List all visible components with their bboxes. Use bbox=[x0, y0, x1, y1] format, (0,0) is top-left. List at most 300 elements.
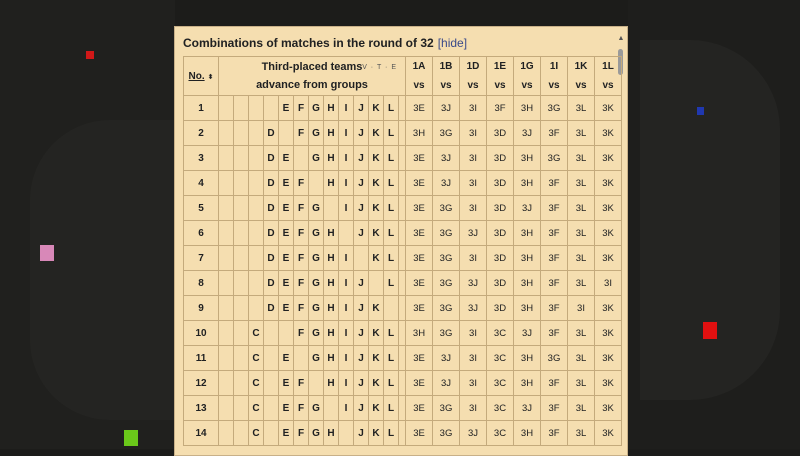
column-header-1e bbox=[487, 57, 514, 96]
matchup-cell: 3E bbox=[406, 396, 433, 421]
matchup-cell: 3H bbox=[514, 371, 541, 396]
group-cell-a bbox=[219, 371, 234, 396]
column-header-vs: vs bbox=[548, 80, 560, 91]
matchup-cell: 3L bbox=[568, 96, 595, 121]
group-cell-g: G bbox=[309, 346, 324, 371]
matchup-cell: 3G bbox=[433, 246, 460, 271]
column-header-vs: vs bbox=[440, 80, 452, 91]
group-cell-k: K bbox=[369, 196, 384, 221]
group-cell-a bbox=[219, 346, 234, 371]
group-cell-d: D bbox=[264, 171, 279, 196]
group-cell-h: H bbox=[324, 121, 339, 146]
matchup-cell: 3L bbox=[568, 196, 595, 221]
group-cell-i: I bbox=[339, 346, 354, 371]
matchup-cell: 3L bbox=[568, 421, 595, 446]
matchup-cell: 3C bbox=[487, 421, 514, 446]
group-cell-j: J bbox=[354, 221, 369, 246]
group-cell-f bbox=[294, 146, 309, 171]
matchup-cell: 3C bbox=[487, 321, 514, 346]
matchup-cell: 3E bbox=[406, 96, 433, 121]
row-number: 4 bbox=[184, 171, 219, 196]
group-cell-j bbox=[354, 246, 369, 271]
matchup-cell: 3F bbox=[487, 96, 514, 121]
matchup-cell: 3H bbox=[514, 246, 541, 271]
group-cell-h: H bbox=[324, 96, 339, 121]
row-number: 11 bbox=[184, 346, 219, 371]
table-row bbox=[184, 146, 622, 171]
matchup-cell: 3J bbox=[460, 296, 487, 321]
matchup-cell: 3J bbox=[433, 146, 460, 171]
matchup-cell: 3K bbox=[595, 221, 622, 246]
matchup-cell: 3F bbox=[541, 421, 568, 446]
group-cell-d bbox=[264, 371, 279, 396]
matchup-cell: 3L bbox=[568, 396, 595, 421]
round-of-32-table-panel bbox=[174, 26, 628, 456]
group-cell-b bbox=[234, 121, 249, 146]
group-cell-l: L bbox=[384, 246, 399, 271]
group-cell-a bbox=[219, 146, 234, 171]
group-cell-a bbox=[219, 271, 234, 296]
matchup-cell: 3F bbox=[541, 296, 568, 321]
column-header-1a bbox=[406, 57, 433, 96]
group-cell-k: K bbox=[369, 246, 384, 271]
table-row bbox=[184, 96, 622, 121]
table-row bbox=[184, 246, 622, 271]
table-row bbox=[184, 421, 622, 446]
group-cell-d: D bbox=[264, 271, 279, 296]
matchup-cell: 3F bbox=[541, 271, 568, 296]
group-cell-l: L bbox=[384, 171, 399, 196]
column-separator bbox=[399, 371, 406, 396]
column-header-1b bbox=[433, 57, 460, 96]
group-cell-l: L bbox=[384, 321, 399, 346]
group-cell-k: K bbox=[369, 421, 384, 446]
column-separator bbox=[399, 321, 406, 346]
group-cell-j: J bbox=[354, 321, 369, 346]
scroll-up-icon[interactable]: ▲ bbox=[617, 35, 625, 42]
group-cell-c bbox=[249, 196, 264, 221]
group-cell-l: L bbox=[384, 346, 399, 371]
group-cell-g: G bbox=[309, 96, 324, 121]
matchup-cell: 3L bbox=[568, 346, 595, 371]
column-header-group: 1E bbox=[493, 61, 507, 72]
third-placed-line1: Third-placed teams bbox=[261, 61, 363, 73]
table-row bbox=[184, 271, 622, 296]
matchup-cell: 3L bbox=[568, 171, 595, 196]
matchup-cell: 3F bbox=[541, 196, 568, 221]
group-cell-b bbox=[234, 146, 249, 171]
blue-marker bbox=[697, 107, 704, 115]
background-arc-right bbox=[640, 40, 780, 400]
group-cell-c bbox=[249, 96, 264, 121]
group-cell-b bbox=[234, 271, 249, 296]
group-cell-d bbox=[264, 96, 279, 121]
group-cell-f: F bbox=[294, 421, 309, 446]
matchup-cell: 3I bbox=[460, 321, 487, 346]
group-cell-c: C bbox=[249, 396, 264, 421]
group-cell-f: F bbox=[294, 271, 309, 296]
matchup-cell: 3L bbox=[568, 221, 595, 246]
group-cell-e: E bbox=[279, 146, 294, 171]
matchup-cell: 3G bbox=[433, 421, 460, 446]
matchup-cell: 3F bbox=[541, 171, 568, 196]
matchup-cell: 3D bbox=[487, 246, 514, 271]
matchup-cell: 3H bbox=[514, 346, 541, 371]
matchup-cell: 3D bbox=[487, 221, 514, 246]
group-cell-c bbox=[249, 171, 264, 196]
matchup-cell: 3I bbox=[460, 96, 487, 121]
matchup-cell: 3L bbox=[568, 321, 595, 346]
group-cell-h: H bbox=[324, 421, 339, 446]
matchup-cell: 3F bbox=[541, 321, 568, 346]
matchup-cell: 3H bbox=[514, 421, 541, 446]
matchup-cell: 3K bbox=[595, 121, 622, 146]
column-header-1l bbox=[595, 57, 622, 96]
group-cell-d bbox=[264, 346, 279, 371]
group-cell-j: J bbox=[354, 146, 369, 171]
matchup-cell: 3E bbox=[406, 146, 433, 171]
group-cell-c bbox=[249, 146, 264, 171]
group-cell-e bbox=[279, 321, 294, 346]
group-cell-d bbox=[264, 396, 279, 421]
green-marker bbox=[124, 430, 138, 446]
group-cell-j: J bbox=[354, 271, 369, 296]
group-cell-c bbox=[249, 246, 264, 271]
matchup-cell: 3G bbox=[541, 346, 568, 371]
matchup-cell: 3G bbox=[541, 146, 568, 171]
column-separator bbox=[399, 421, 406, 446]
group-cell-j: J bbox=[354, 196, 369, 221]
group-cell-g: G bbox=[309, 321, 324, 346]
matchup-cell: 3H bbox=[514, 146, 541, 171]
group-cell-j: J bbox=[354, 296, 369, 321]
group-cell-i: I bbox=[339, 146, 354, 171]
matchup-cell: 3E bbox=[406, 371, 433, 396]
matchup-cell: 3I bbox=[460, 371, 487, 396]
column-header-group: 1L bbox=[602, 61, 614, 72]
group-cell-i: I bbox=[339, 196, 354, 221]
column-header-group: 1I bbox=[549, 61, 559, 72]
table-row bbox=[184, 296, 622, 321]
matchup-cell: 3K bbox=[595, 321, 622, 346]
group-cell-l bbox=[384, 296, 399, 321]
matchup-cell: 3I bbox=[568, 296, 595, 321]
matchup-cell: 3J bbox=[433, 346, 460, 371]
group-cell-f: F bbox=[294, 96, 309, 121]
matchup-cell: 3G bbox=[433, 321, 460, 346]
group-cell-g: G bbox=[309, 246, 324, 271]
group-cell-b bbox=[234, 346, 249, 371]
matchup-cell: 3F bbox=[541, 396, 568, 421]
matchup-cell: 3E bbox=[406, 271, 433, 296]
background-arc-left bbox=[30, 120, 180, 420]
group-cell-i: I bbox=[339, 171, 354, 196]
column-header-vs: vs bbox=[575, 80, 587, 91]
matchup-cell: 3H bbox=[514, 271, 541, 296]
group-cell-e: E bbox=[279, 221, 294, 246]
table-row bbox=[184, 346, 622, 371]
hide-link[interactable]: [hide] bbox=[437, 36, 468, 50]
group-cell-h: H bbox=[324, 321, 339, 346]
column-separator bbox=[399, 121, 406, 146]
matchup-cell: 3E bbox=[406, 171, 433, 196]
matchup-cell: 3L bbox=[568, 121, 595, 146]
matchup-cell: 3K bbox=[595, 96, 622, 121]
table-row bbox=[184, 121, 622, 146]
column-header-group: 1A bbox=[412, 61, 426, 72]
group-cell-h: H bbox=[324, 146, 339, 171]
matchup-cell: 3K bbox=[595, 421, 622, 446]
matchup-cell: 3C bbox=[487, 346, 514, 371]
column-header-group: 1G bbox=[520, 61, 534, 72]
group-cell-a bbox=[219, 221, 234, 246]
matchup-cell: 3J bbox=[514, 321, 541, 346]
group-cell-g: G bbox=[309, 146, 324, 171]
group-cell-b bbox=[234, 196, 249, 221]
group-cell-h bbox=[324, 196, 339, 221]
matchup-cell: 3K bbox=[595, 196, 622, 221]
matchup-cell: 3E bbox=[406, 296, 433, 321]
matchup-cell: 3G bbox=[433, 296, 460, 321]
caption-title: Combinations of matches in the round of 32 bbox=[183, 36, 434, 50]
group-cell-a bbox=[219, 321, 234, 346]
matchup-cell: 3J bbox=[514, 196, 541, 221]
group-cell-i: I bbox=[339, 321, 354, 346]
group-cell-k bbox=[369, 271, 384, 296]
group-cell-f: F bbox=[294, 121, 309, 146]
row-number: 8 bbox=[184, 271, 219, 296]
matchup-cell: 3F bbox=[541, 121, 568, 146]
column-header-group: 1K bbox=[574, 61, 588, 72]
group-cell-l: L bbox=[384, 396, 399, 421]
combinations-table bbox=[183, 56, 622, 446]
table-row bbox=[184, 171, 622, 196]
matchup-cell: 3H bbox=[514, 221, 541, 246]
matchup-cell: 3J bbox=[460, 221, 487, 246]
column-header-group: 1D bbox=[466, 61, 480, 72]
group-cell-e: E bbox=[279, 96, 294, 121]
group-cell-k: K bbox=[369, 171, 384, 196]
matchup-cell: 3H bbox=[514, 96, 541, 121]
group-cell-g: G bbox=[309, 396, 324, 421]
red-marker-small bbox=[86, 51, 94, 59]
row-number: 3 bbox=[184, 146, 219, 171]
group-cell-f: F bbox=[294, 371, 309, 396]
table-row bbox=[184, 396, 622, 421]
matchup-cell: 3I bbox=[460, 396, 487, 421]
matchup-cell: 3L bbox=[568, 371, 595, 396]
group-cell-d bbox=[264, 421, 279, 446]
group-cell-a bbox=[219, 96, 234, 121]
group-cell-e: E bbox=[279, 371, 294, 396]
group-cell-g: G bbox=[309, 221, 324, 246]
group-cell-b bbox=[234, 171, 249, 196]
group-cell-e: E bbox=[279, 271, 294, 296]
group-cell-k: K bbox=[369, 396, 384, 421]
matchup-cell: 3F bbox=[541, 371, 568, 396]
group-cell-a bbox=[219, 196, 234, 221]
row-number: 9 bbox=[184, 296, 219, 321]
group-cell-i: I bbox=[339, 371, 354, 396]
group-cell-f: F bbox=[294, 296, 309, 321]
group-cell-l: L bbox=[384, 196, 399, 221]
group-cell-b bbox=[234, 96, 249, 121]
column-header-group: 1B bbox=[439, 61, 453, 72]
matchup-cell: 3J bbox=[460, 271, 487, 296]
group-cell-f bbox=[294, 346, 309, 371]
group-cell-k: K bbox=[369, 121, 384, 146]
column-separator bbox=[399, 271, 406, 296]
matchup-cell: 3D bbox=[487, 121, 514, 146]
table-row bbox=[184, 371, 622, 396]
group-cell-k: K bbox=[369, 146, 384, 171]
group-cell-h: H bbox=[324, 346, 339, 371]
group-cell-j: J bbox=[354, 421, 369, 446]
group-cell-a bbox=[219, 121, 234, 146]
group-cell-b bbox=[234, 321, 249, 346]
group-cell-h: H bbox=[324, 371, 339, 396]
group-cell-h: H bbox=[324, 171, 339, 196]
matchup-cell: 3C bbox=[487, 371, 514, 396]
group-cell-a bbox=[219, 296, 234, 321]
matchup-cell: 3L bbox=[568, 246, 595, 271]
group-cell-d bbox=[264, 321, 279, 346]
matchup-cell: 3G bbox=[433, 221, 460, 246]
group-cell-k: K bbox=[369, 346, 384, 371]
column-header-vs: vs bbox=[494, 80, 506, 91]
matchup-cell: 3G bbox=[541, 96, 568, 121]
row-number: 6 bbox=[184, 221, 219, 246]
column-header-vs: vs bbox=[467, 80, 479, 91]
vte-links[interactable]: V · T · E bbox=[362, 64, 397, 71]
group-cell-f: F bbox=[294, 171, 309, 196]
matchup-cell: 3G bbox=[433, 271, 460, 296]
matchup-cell: 3L bbox=[568, 146, 595, 171]
group-cell-k: K bbox=[369, 96, 384, 121]
group-cell-k: K bbox=[369, 371, 384, 396]
group-cell-c: C bbox=[249, 321, 264, 346]
group-cell-b bbox=[234, 221, 249, 246]
group-cell-f: F bbox=[294, 321, 309, 346]
red-marker bbox=[703, 322, 717, 339]
matchup-cell: 3H bbox=[514, 296, 541, 321]
group-cell-d: D bbox=[264, 196, 279, 221]
matchup-cell: 3I bbox=[460, 346, 487, 371]
table-row bbox=[184, 321, 622, 346]
group-cell-i: I bbox=[339, 96, 354, 121]
group-cell-g: G bbox=[309, 196, 324, 221]
group-cell-c: C bbox=[249, 421, 264, 446]
group-cell-e: E bbox=[279, 346, 294, 371]
matchup-cell: 3J bbox=[514, 396, 541, 421]
row-number: 14 bbox=[184, 421, 219, 446]
group-cell-b bbox=[234, 246, 249, 271]
matchup-cell: 3G bbox=[433, 396, 460, 421]
group-cell-b bbox=[234, 421, 249, 446]
column-header-1i bbox=[541, 57, 568, 96]
matchup-cell: 3J bbox=[514, 121, 541, 146]
pink-marker bbox=[40, 245, 54, 261]
matchup-cell: 3J bbox=[433, 371, 460, 396]
table-row bbox=[184, 196, 622, 221]
group-cell-l: L bbox=[384, 221, 399, 246]
matchup-cell: 3E bbox=[406, 421, 433, 446]
sort-icon[interactable]: ⬍ bbox=[207, 73, 214, 81]
matchup-cell: 3E bbox=[406, 221, 433, 246]
group-cell-j: J bbox=[354, 346, 369, 371]
group-cell-k: K bbox=[369, 221, 384, 246]
row-number: 5 bbox=[184, 196, 219, 221]
group-cell-c: C bbox=[249, 346, 264, 371]
group-cell-f: F bbox=[294, 396, 309, 421]
column-header-1k bbox=[568, 57, 595, 96]
matchup-cell: 3G bbox=[433, 196, 460, 221]
matchup-cell: 3K bbox=[595, 296, 622, 321]
group-cell-e: E bbox=[279, 246, 294, 271]
group-cell-k: K bbox=[369, 296, 384, 321]
column-separator bbox=[399, 396, 406, 421]
group-cell-f: F bbox=[294, 246, 309, 271]
group-cell-i bbox=[339, 221, 354, 246]
matchup-cell: 3H bbox=[514, 171, 541, 196]
column-separator bbox=[399, 196, 406, 221]
matchup-cell: 3I bbox=[460, 246, 487, 271]
matchup-cell: 3I bbox=[595, 271, 622, 296]
matchup-cell: 3L bbox=[568, 271, 595, 296]
column-separator bbox=[399, 146, 406, 171]
column-header-no-label[interactable]: No. bbox=[188, 70, 205, 82]
matchup-cell: 3K bbox=[595, 146, 622, 171]
group-cell-i: I bbox=[339, 396, 354, 421]
group-cell-f: F bbox=[294, 221, 309, 246]
matchup-cell: 3H bbox=[406, 321, 433, 346]
group-cell-i: I bbox=[339, 296, 354, 321]
matchup-cell: 3F bbox=[541, 246, 568, 271]
matchup-cell: 3D bbox=[487, 171, 514, 196]
column-header-vs: vs bbox=[602, 80, 614, 91]
group-cell-g: G bbox=[309, 271, 324, 296]
group-cell-d: D bbox=[264, 246, 279, 271]
matchup-cell: 3J bbox=[433, 96, 460, 121]
row-number: 2 bbox=[184, 121, 219, 146]
matchup-cell: 3E bbox=[406, 196, 433, 221]
column-header-1d bbox=[460, 57, 487, 96]
group-cell-e: E bbox=[279, 196, 294, 221]
matchup-cell: 3I bbox=[460, 171, 487, 196]
group-cell-k: K bbox=[369, 321, 384, 346]
matchup-cell: 3E bbox=[406, 246, 433, 271]
group-cell-l: L bbox=[384, 96, 399, 121]
group-cell-j: J bbox=[354, 121, 369, 146]
row-number: 13 bbox=[184, 396, 219, 421]
matchup-cell: 3E bbox=[406, 346, 433, 371]
matchup-cell: 3G bbox=[433, 121, 460, 146]
column-header-no[interactable] bbox=[184, 57, 219, 96]
group-cell-h: H bbox=[324, 296, 339, 321]
matchup-cell: 3D bbox=[487, 196, 514, 221]
matchup-cell: 3D bbox=[487, 296, 514, 321]
group-cell-a bbox=[219, 396, 234, 421]
group-cell-b bbox=[234, 371, 249, 396]
group-cell-a bbox=[219, 171, 234, 196]
group-cell-l: L bbox=[384, 146, 399, 171]
matchup-cell: 3F bbox=[541, 221, 568, 246]
group-cell-a bbox=[219, 246, 234, 271]
group-cell-g: G bbox=[309, 121, 324, 146]
table-row bbox=[184, 221, 622, 246]
group-cell-j: J bbox=[354, 171, 369, 196]
matchup-cell: 3D bbox=[487, 146, 514, 171]
